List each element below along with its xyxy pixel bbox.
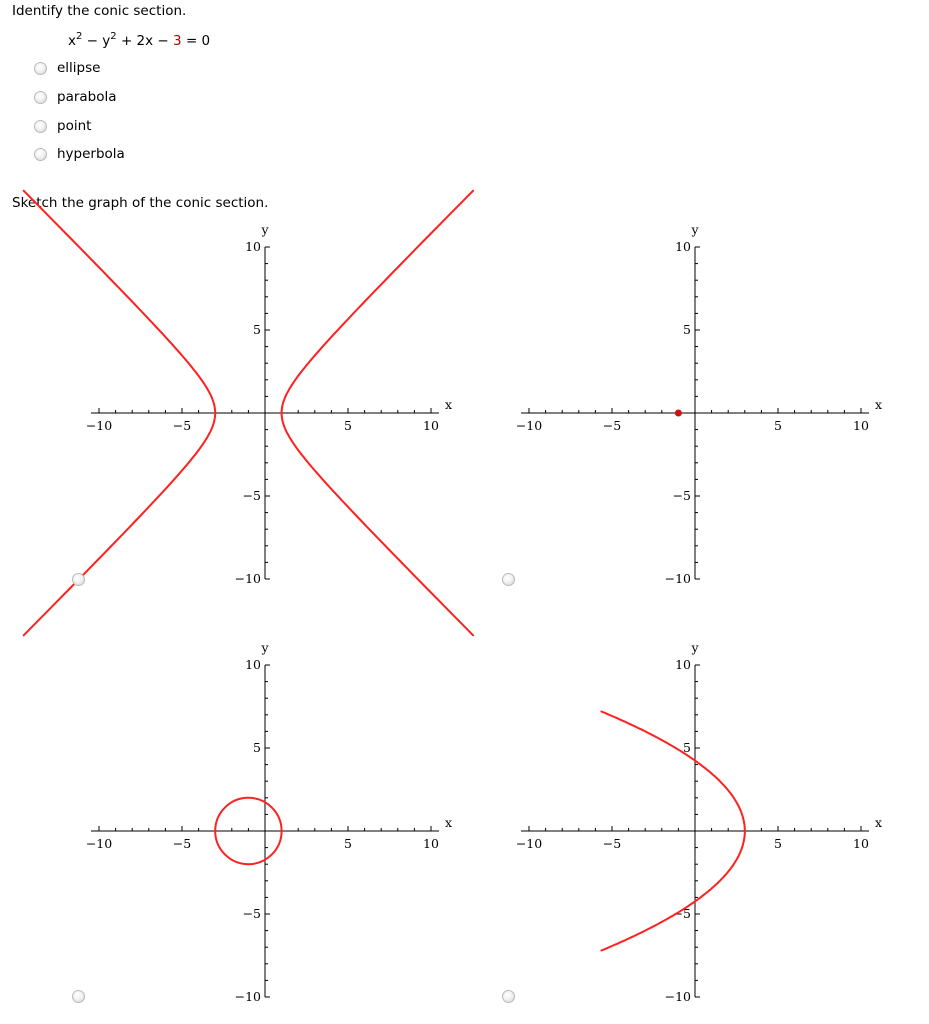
y-tick-label: −5 [672,906,691,921]
graph-point[interactable] [515,215,900,595]
x-axis-label: x [875,397,883,412]
option-label-parabola: parabola [57,89,117,105]
radio-point[interactable] [34,120,47,133]
x-tick-label: −5 [602,418,622,433]
y-tick-label: −10 [664,571,691,586]
graph-svg-point [515,215,900,595]
y-tick-label: 10 [245,239,261,254]
option-ellipse[interactable] [34,58,100,78]
y-tick-label: 10 [675,239,691,254]
eq-constant: 3 [173,33,182,49]
graph-svg-hyperbola [85,215,470,595]
graph-radio-parabola[interactable] [502,990,515,1003]
x-tick-label: 5 [344,836,352,851]
x-tick-label: −10 [515,836,543,851]
x-axis-label: x [445,397,453,412]
graph-radio-point[interactable] [502,573,515,586]
y-axis-label: y [261,640,269,655]
conic-equation [68,31,210,49]
radio-ellipse[interactable] [34,62,47,75]
y-tick-label: −10 [234,989,261,1004]
x-tick-label: −10 [85,418,113,433]
option-parabola[interactable] [34,87,117,107]
graph-radio-circle[interactable] [72,990,85,1003]
x-tick-label: −10 [85,836,113,851]
y-axis-label: y [691,640,699,655]
option-hyperbola[interactable] [34,144,125,164]
x-tick-label: 5 [774,418,782,433]
eq-minus: − [86,33,98,49]
option-label-point: point [57,118,92,134]
eq-y-exponent: 2 [110,31,117,42]
y-tick-label: 5 [253,322,261,337]
x-tick-label: −5 [172,418,192,433]
y-tick-label: 10 [245,657,261,672]
x-tick-label: 5 [774,836,782,851]
x-axis-label: x [875,815,883,830]
sketch-title: Sketch the graph of the conic section. [12,195,269,211]
question-title: Identify the conic section. [12,3,187,19]
eq-rhs: = 0 [185,33,211,49]
option-label-hyperbola: hyperbola [57,146,125,162]
y-tick-label: 5 [683,322,691,337]
graph-circle[interactable] [85,633,470,1013]
y-tick-label: 5 [683,740,691,755]
y-tick-label: −10 [664,989,691,1004]
x-tick-label: 10 [853,836,869,851]
x-tick-label: 10 [853,418,869,433]
radio-hyperbola[interactable] [34,148,47,161]
y-tick-label: −5 [242,488,261,503]
option-label-ellipse: ellipse [57,60,101,76]
y-tick-label: −10 [234,571,261,586]
y-tick-label: −5 [242,906,261,921]
x-tick-label: −5 [172,836,192,851]
eq-x-term: x [68,33,76,49]
graph-parabola[interactable] [515,633,900,1013]
x-tick-label: −5 [602,836,622,851]
y-tick-label: 10 [675,657,691,672]
eq-y-term: y [102,33,111,49]
eq-middle: + 2x − [120,33,169,49]
y-axis-label: y [691,222,699,237]
x-tick-label: 10 [423,836,439,851]
graph-hyperbola[interactable] [85,215,470,595]
x-tick-label: 10 [423,418,439,433]
eq-x-exponent: 2 [76,31,83,42]
x-tick-label: 5 [344,418,352,433]
x-tick-label: −10 [515,418,543,433]
x-axis-label: x [445,815,453,830]
y-tick-label: −5 [672,488,691,503]
y-tick-label: 5 [253,740,261,755]
graph-radio-hyperbola[interactable] [72,573,85,586]
graph-svg-circle [85,633,470,1013]
option-point[interactable] [34,116,91,136]
point-marker [675,410,682,417]
graph-svg-parabola [515,633,900,1013]
y-axis-label: y [261,222,269,237]
radio-parabola[interactable] [34,91,47,104]
